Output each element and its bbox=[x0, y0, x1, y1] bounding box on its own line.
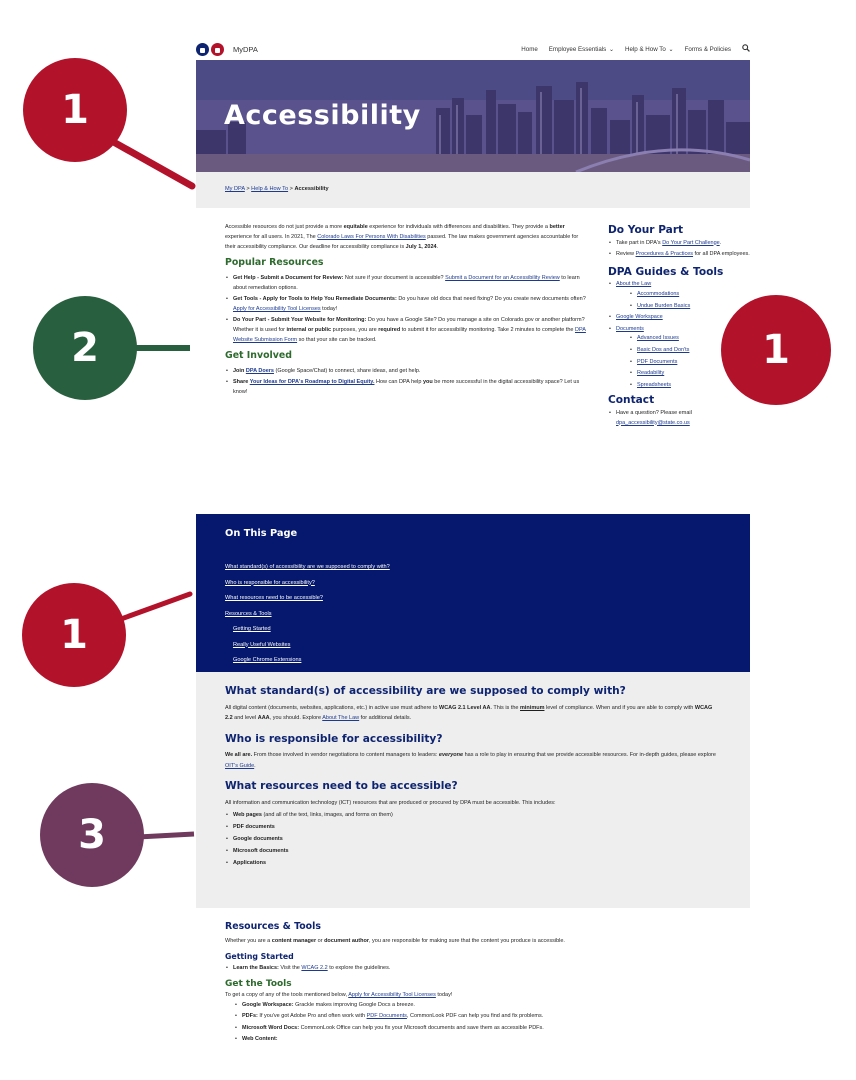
contact-heading: Contact bbox=[608, 394, 655, 407]
list-item: • Microsoft Word Docs: CommonLook Office can help you fix your Microsoft documents and save them as accessible PDFs. bbox=[234, 1023, 750, 1033]
hero-banner bbox=[196, 60, 750, 172]
spreadsheets-link[interactable]: Spreadsheets bbox=[637, 381, 671, 388]
submit-document-link[interactable]: Submit a Document for an Accessibility Review bbox=[445, 275, 560, 281]
getting-started-list bbox=[225, 963, 750, 973]
advanced-issues-link[interactable]: Advanced Issues bbox=[637, 335, 679, 342]
logo[interactable] bbox=[196, 43, 258, 56]
undue-burden-link[interactable]: Undue Burden Basics bbox=[637, 302, 691, 309]
breadcrumb-separator: > bbox=[244, 186, 252, 192]
email-link[interactable]: dpa_accessibility@state.co.us bbox=[616, 419, 690, 426]
documents-link[interactable]: Documents bbox=[616, 325, 644, 332]
list-item: • Take part in DPA's Do Your Part Challenge. bbox=[608, 239, 750, 249]
callout-badge-2: 2 bbox=[33, 296, 137, 400]
list-item bbox=[629, 290, 750, 300]
toc-link-resources-tools[interactable]: Resources & Tools bbox=[225, 610, 272, 617]
toc-link-standards[interactable]: What standard(s) of accessibility are we supposed to comply with? bbox=[225, 564, 390, 570]
nav-employee-essentials[interactable] bbox=[549, 46, 614, 53]
on-this-page-panel bbox=[196, 514, 750, 672]
get-tools-heading: Get the Tools bbox=[225, 979, 292, 989]
list-item: • Get Help - Submit a Document for Review: Not sure if your document is accessible? Submit a Document for an Accessibility Review to learn about remediation options. bbox=[225, 273, 587, 293]
intro-paragraph: Accessible resources do not just provide a more equitable experience for individuals with differences and disabilities. They provide a better experience for all users. In 2021, The Colorado Laws For Persons With Disabilities passed. The law makes government agencies accountable for their accessibility compliance. Our deadline for accessibility compliance is July 1, 2024. bbox=[225, 224, 579, 250]
nav-home[interactable]: Home bbox=[521, 45, 538, 53]
logo-mark-icon bbox=[196, 43, 209, 56]
site-header bbox=[196, 40, 750, 58]
breadcrumb-current: Accessibility bbox=[294, 186, 329, 192]
do-your-part-heading: Do Your Part bbox=[608, 224, 684, 236]
apply-tools-link[interactable]: Apply for Accessibility Tool Licenses bbox=[348, 992, 436, 998]
list-item: • Get Tools - Apply for Tools to Help You Remediate Documents: Do you have old docs that need fixing? Do you create new documents often? Apply for Accessibility Tool Licenses today! bbox=[225, 294, 587, 314]
google-workspace-link[interactable]: Google Workspace bbox=[616, 314, 663, 321]
faq-section bbox=[196, 672, 750, 908]
need-accessible-intro: All information and communication technology (ICT) resources that are produced or procured by DPA must be accessible. This includes: bbox=[225, 799, 556, 806]
list-item bbox=[629, 302, 750, 312]
list-item: • Do Your Part - Submit Your Website for Monitoring: Do you have a Google Site? Do you manage a site on Colorado.gov or another platform? Whether it is used for internal or public purposes, you are required to submit it for accessibility monitoring. Take 2 minutes to complete the DPA Website Submission Form so that your site can be tracked. bbox=[225, 315, 587, 345]
chevron-down-icon: ⌄ bbox=[608, 46, 614, 53]
pdf-documents-link[interactable]: PDF Documents bbox=[637, 358, 678, 365]
get-involved-list bbox=[225, 366, 587, 397]
accessible-resources-list bbox=[225, 810, 721, 868]
list-item: • Web pages (and all of the text, links, images, and forms on them) bbox=[225, 810, 721, 821]
challenge-link[interactable]: Do Your Part Challenge bbox=[662, 239, 720, 246]
logo-mark-icon bbox=[211, 43, 224, 56]
callout-badge-3: 3 bbox=[40, 783, 144, 887]
standards-heading: What standard(s) of accessibility are we supposed to comply with? bbox=[225, 685, 626, 697]
callout-badge-1: 1 bbox=[23, 58, 127, 162]
main-content bbox=[225, 222, 587, 398]
guides-tools-heading: DPA Guides & Tools bbox=[608, 265, 724, 278]
list-item: • Join DPA Doers (Google Space/Chat) to connect, share ideas, and get help. bbox=[225, 366, 587, 376]
toc-link-resources-accessible[interactable]: What resources need to be accessible? bbox=[225, 595, 323, 601]
search-icon[interactable] bbox=[742, 44, 750, 54]
contact-list bbox=[608, 409, 750, 428]
sub-list bbox=[616, 290, 750, 311]
tools-list bbox=[225, 1000, 750, 1044]
apply-licenses-link[interactable]: Apply for Accessibility Tool Licenses bbox=[233, 306, 321, 312]
list-item: • PDFs: If you've got Adobe Pro and often work with PDF Documents, CommonLook PDF can help you find and fix problems. bbox=[234, 1011, 750, 1021]
chevron-down-icon: ⌄ bbox=[668, 46, 674, 53]
nav-help-how-to[interactable] bbox=[625, 46, 674, 53]
dpa-doers-link[interactable]: DPA Doers bbox=[245, 368, 274, 374]
wcag-link[interactable]: WCAG 2.2 bbox=[301, 965, 328, 971]
on-this-page-title: On This Page bbox=[225, 528, 298, 539]
need-accessible-heading: What resources need to be accessible? bbox=[225, 780, 458, 792]
tools-intro: To get a copy of any of the tools mentioned below, Apply for Accessibility Tool Licenses today! bbox=[225, 992, 453, 998]
callout-badge-1: 1 bbox=[721, 295, 831, 405]
list-item: • Web Content: bbox=[234, 1034, 750, 1044]
list-item: • Share Your Ideas for DPA's Roadmap to Digital Equity. How can DPA help you be more successful in the digital accessibility space? Let us know! bbox=[225, 377, 587, 397]
breadcrumb-home[interactable]: My DPA bbox=[225, 186, 245, 192]
website-submission-link[interactable]: DPA Website Submission Form bbox=[233, 327, 586, 343]
breadcrumb-separator: > bbox=[288, 186, 295, 192]
nav-label: Employee Essentials bbox=[548, 45, 607, 53]
accommodations-link[interactable]: Accommodations bbox=[637, 290, 680, 297]
roadmap-ideas-link[interactable]: Your Ideas for DPA's Roadmap to Digital Equity. bbox=[249, 379, 375, 385]
toc-link-chrome-extensions[interactable]: Google Chrome Extensions bbox=[233, 657, 302, 663]
getting-started-heading: Getting Started bbox=[225, 952, 294, 961]
breadcrumb-help[interactable]: Help & How To bbox=[251, 186, 289, 192]
about-law-link[interactable]: About the Law bbox=[616, 281, 652, 288]
popular-resources-list bbox=[225, 273, 587, 345]
logo-text[interactable]: MyDPA bbox=[233, 44, 258, 54]
resources-heading: Resources & Tools bbox=[225, 921, 321, 932]
colorado-laws-link[interactable]: Colorado Laws For Persons With Disabilities bbox=[317, 234, 426, 240]
resources-intro: Whether you are a content manager or document author, you are responsible for making sure that the content you produce is accessible. bbox=[225, 938, 565, 944]
popular-resources-heading: Popular Resources bbox=[225, 257, 324, 268]
resources-section bbox=[225, 922, 750, 1045]
list-item: • Review Procedures & Practices for all DPA employees. bbox=[608, 250, 750, 260]
breadcrumb bbox=[196, 172, 750, 208]
callout-badge-1: 1 bbox=[22, 583, 126, 687]
toc-link-useful-websites[interactable]: Really Useful Websites bbox=[233, 641, 291, 648]
standards-paragraph: All digital content (documents, websites, applications, etc.) in active use must adhere to WCAG 2.1 Level AA. This is the minimum level of compliance. When and if you are able to comply with WCAG 2.2 and level AAA, you should. Explore About The Law for additional details. bbox=[225, 704, 713, 721]
nav-forms-policies[interactable]: Forms & Policies bbox=[684, 45, 731, 53]
do-your-part-list bbox=[608, 239, 750, 260]
toc-link-getting-started[interactable]: Getting Started bbox=[233, 626, 271, 632]
readability-link[interactable]: Readability bbox=[637, 370, 665, 377]
list-item: • Learn the Basics: Visit the WCAG 2.2 to explore the guidelines. bbox=[225, 963, 750, 973]
responsible-heading: Who is responsible for accessibility? bbox=[225, 732, 443, 745]
list-item: • Google documents bbox=[225, 834, 721, 845]
basic-dos-link[interactable]: Basic Dos and Don'ts bbox=[637, 346, 690, 353]
list-item bbox=[608, 280, 750, 311]
list-item: • Have a question? Please email dpa_accessibility@state.co.us bbox=[608, 409, 750, 428]
oit-guide-link[interactable]: OIT's Guide bbox=[225, 762, 255, 769]
main-nav bbox=[521, 44, 750, 54]
get-involved-heading: Get Involved bbox=[225, 350, 292, 361]
responsible-paragraph: We all are. From those involved in vendor negotiations to content managers to leaders: everyone has a role to play in ensuring that we provide accessible resources. For in-depth guides, please explore OIT's Guide. bbox=[225, 752, 716, 769]
list-item: • PDF documents bbox=[225, 822, 721, 833]
about-the-law-link[interactable]: About The Law bbox=[322, 715, 360, 721]
nav-label: Help & How To bbox=[625, 45, 666, 53]
procedures-link[interactable]: Procedures & Practices bbox=[635, 251, 694, 258]
list-item: • Microsoft documents bbox=[225, 846, 721, 857]
toc-link-responsible[interactable]: Who is responsible for accessibility? bbox=[225, 579, 315, 586]
list-item: • Google Workspace: Grackle makes improving Google Docs a breeze. bbox=[234, 1000, 750, 1010]
page-title: Accessibility bbox=[224, 100, 421, 131]
list-item: • Applications bbox=[225, 858, 721, 869]
pdf-docs-link[interactable]: PDF Documents bbox=[366, 1013, 407, 1020]
